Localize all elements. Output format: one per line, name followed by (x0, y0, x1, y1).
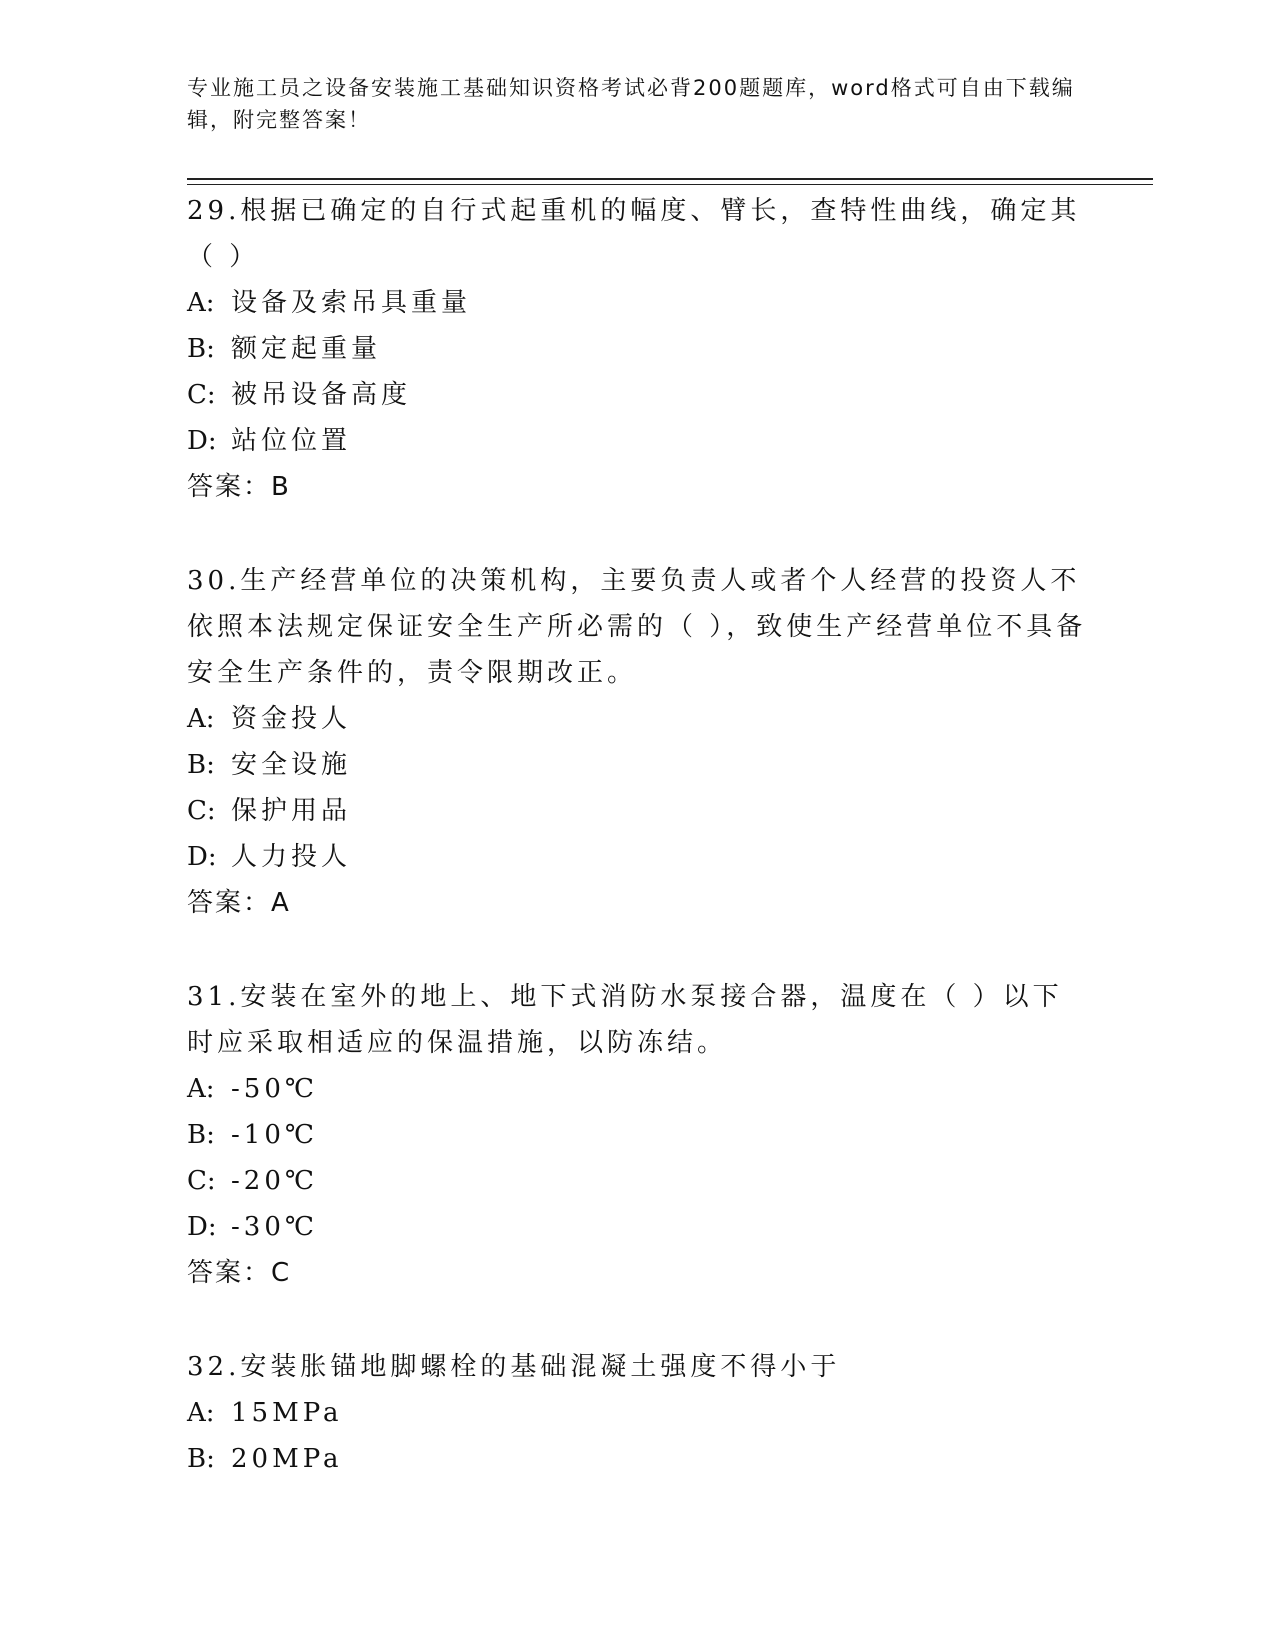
option-c (187, 788, 1087, 834)
option-key: D: (187, 426, 217, 456)
option-key: B: (187, 334, 215, 364)
option-a (187, 280, 1087, 326)
answer-label: 答案： (187, 1258, 272, 1288)
answer-label: 答案： (187, 888, 272, 918)
question-text: 安装胀锚地脚螺栓的基础混凝土强度不得小于 (240, 1352, 841, 1382)
question-text: 安装在室外的地上、地下式消防水泵接合器，温度在（ ）以下时应采取相适应的保温措施，以防冻结。 (187, 982, 1063, 1058)
question-30 (187, 558, 1087, 926)
question-number: 30. (187, 566, 241, 596)
answer-value: A (271, 888, 289, 918)
option-text: -20℃ (231, 1166, 318, 1196)
answer-line (187, 1250, 1087, 1296)
question-31 (187, 974, 1087, 1296)
option-text: 设备及索吊具重量 (231, 288, 472, 318)
option-key: B: (187, 1120, 215, 1150)
question-text: 根据已确定的自行式起重机的幅度、臂长，查特性曲线，确定其（ ） (187, 196, 1081, 272)
option-text: 安全设施 (231, 750, 352, 780)
question-number: 31. (187, 982, 241, 1012)
option-d (187, 1204, 1087, 1250)
option-text: 人力投人 (231, 842, 352, 872)
option-key: C: (187, 1166, 216, 1196)
question-stem (187, 188, 1087, 280)
option-key: D: (187, 842, 217, 872)
question-number: 32. (187, 1352, 241, 1382)
option-a (187, 1066, 1087, 1112)
question-stem (187, 1344, 1087, 1390)
option-text: 被吊设备高度 (231, 380, 412, 410)
question-number: 29. (187, 196, 241, 226)
option-key: D: (187, 1212, 217, 1242)
answer-value: C (271, 1258, 290, 1288)
option-text: -10℃ (231, 1120, 318, 1150)
option-c (187, 372, 1087, 418)
option-a (187, 1390, 1087, 1436)
option-key: A: (187, 288, 215, 318)
option-text: 额定起重量 (231, 334, 382, 364)
option-key: A: (187, 1398, 215, 1428)
option-text: 站位位置 (231, 426, 352, 456)
option-b (187, 1112, 1087, 1158)
option-d (187, 418, 1087, 464)
question-stem (187, 558, 1087, 696)
option-text: -50℃ (231, 1074, 318, 1104)
answer-line (187, 464, 1087, 510)
document-header: 专业施工员之设备安装施工基础知识资格考试必背200题题库，word格式可自由下载编辑，附完整答案！ (187, 76, 1075, 132)
option-b (187, 742, 1087, 788)
option-key: B: (187, 1444, 215, 1474)
answer-label: 答案： (187, 472, 272, 502)
option-text: 保护用品 (231, 796, 352, 826)
option-text: 15MPa (231, 1398, 343, 1428)
option-text: 20MPa (231, 1444, 343, 1474)
question-text: 生产经营单位的决策机构，主要负责人或者个人经营的投资人不依照本法规定保证安全生产所必需的（ ），致使生产经营单位不具备安全生产条件的，责令限期改正。 (187, 566, 1087, 688)
option-key: A: (187, 704, 215, 734)
header-divider-thin (187, 184, 1153, 185)
option-key: B: (187, 750, 215, 780)
question-list (187, 188, 1087, 1530)
answer-value: B (271, 472, 289, 502)
option-key: A: (187, 1074, 215, 1104)
option-key: C: (187, 796, 216, 826)
question-32 (187, 1344, 1087, 1482)
option-c (187, 1158, 1087, 1204)
option-key: C: (187, 380, 216, 410)
question-stem (187, 974, 1087, 1066)
header-divider-thick (187, 178, 1153, 180)
option-b (187, 326, 1087, 372)
answer-line (187, 880, 1087, 926)
option-text: 资金投人 (231, 704, 352, 734)
question-29 (187, 188, 1087, 510)
option-b (187, 1436, 1087, 1482)
option-text: -30℃ (231, 1212, 318, 1242)
option-d (187, 834, 1087, 880)
option-a (187, 696, 1087, 742)
